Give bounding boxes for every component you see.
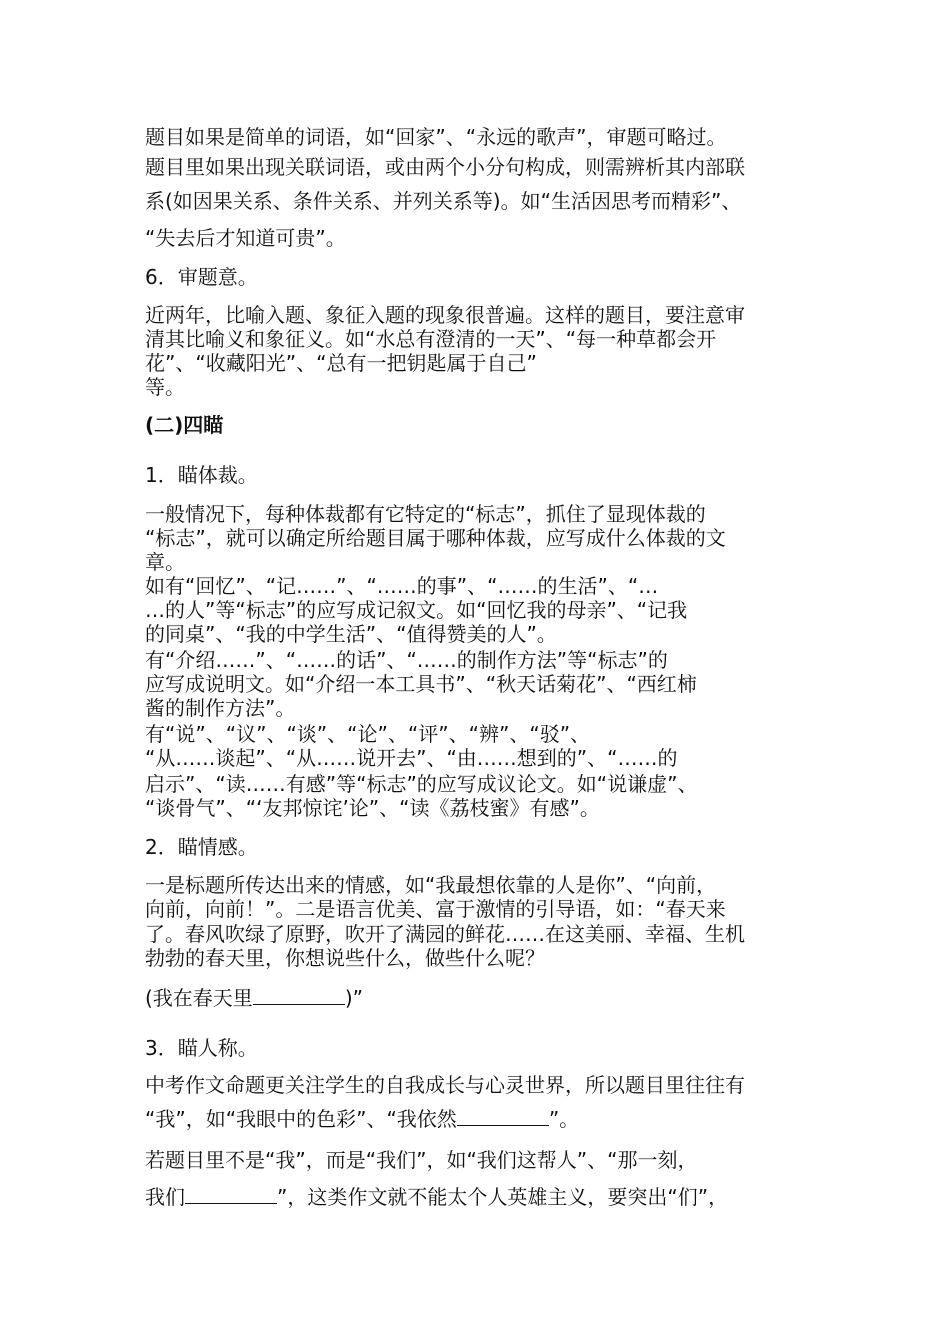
text-line: “标志”，就可以确定所给题目属于哪种体裁，应写成什么体裁的文 <box>145 526 726 550</box>
fill-in-line <box>145 1185 728 1209</box>
text-line: 花”、“收藏阳光”、“总有一把钥匙属于自己” <box>145 351 537 375</box>
fill-in-line <box>145 986 363 1010</box>
fill-text-before: (我在春天里 <box>145 986 253 1010</box>
text-line: “从……谈起”、“从……说开去”、“由……想到的”、“……的 <box>145 746 678 770</box>
text-line: 如有“回忆”、“记……”、“……的事”、“……的生活”、“… <box>145 574 659 598</box>
fill-in-blank <box>185 1185 277 1204</box>
fill-in-blank <box>457 1107 549 1126</box>
text-line: 题目如果是简单的词语，如“回家”、“永远的歌声”，审题可略过。 <box>145 125 727 149</box>
text-line: 题目里如果出现关联词语，或由两个小分句构成，则需辨析其内部联 <box>145 155 745 179</box>
text-line: 等。 <box>145 375 185 399</box>
text-line: 了。春风吹绿了原野，吹开了满园的鲜花……在这美丽、幸福、生机 <box>145 922 745 946</box>
text-line: 章。 <box>145 550 185 574</box>
fill-text-before: “我”，如“我眼中的色彩”、“我依然 <box>145 1107 457 1131</box>
fill-in-line <box>145 1107 579 1131</box>
text-line: 启示”、“读……有感”等“标志”的应写成议论文。如“说谦虚”、 <box>145 772 698 796</box>
fill-text-before: 我们 <box>145 1185 185 1209</box>
list-item-heading: 3．瞄人称。 <box>145 1036 258 1060</box>
text-line: “谈骨气”、“‘友邦惊诧’论”、“读《荔枝蜜》有感”。 <box>145 796 600 820</box>
text-line: “失去后才知道可贵”。 <box>145 226 346 250</box>
text-line: 酱的制作方法”。 <box>145 696 296 720</box>
list-item-heading: 2．瞄情感。 <box>145 835 258 859</box>
text-line: 应写成说明文。如“介绍一本工具书”、“秋天话菊花”、“西红柿 <box>145 672 697 696</box>
text-line: 的同桌”、“我的中学生活”、“值得赞美的人”。 <box>145 622 557 646</box>
text-line: …的人”等“标志”的应写成记叙文。如“回忆我的母亲”、“记我 <box>145 598 688 622</box>
text-line: 若题目里不是“我”，而是“我们”，如“我们这帮人”、“那一刻， <box>145 1148 698 1172</box>
list-item-heading: 1．瞄体裁。 <box>145 463 258 487</box>
fill-text-after: ”。 <box>548 1107 580 1131</box>
text-line: 有“说”、“议”、“谈”、“论”、“评”、“辨”、“驳”、 <box>145 722 591 746</box>
section-heading-text: (二)四瞄 <box>145 413 224 437</box>
fill-text-after: )” <box>344 986 363 1010</box>
text-line: 近两年，比喻入题、象征入题的现象很普遍。这样的题目，要注意审 <box>145 303 745 327</box>
text-line: 中考作文命题更关注学生的自我成长与心灵世界，所以题目里往往有 <box>145 1073 745 1097</box>
text-line: 一是标题所传达出来的情感，如“我最想依靠的人是你”、“向前， <box>145 873 717 897</box>
section-heading <box>145 413 223 437</box>
text-line: 一般情况下，每种体裁都有它特定的“标志”，抓住了显现体裁的 <box>145 502 706 526</box>
text-line: 向前，向前！”。二是语言优美、富于激情的引导语，如：“春天来 <box>145 897 726 921</box>
text-line: 有“介绍……”、“……的话”、“……的制作方法”等“标志”的 <box>145 648 668 672</box>
text-line: 清其比喻义和象征义。如“水总有澄清的一天”、“每一种草都会开 <box>145 327 717 351</box>
text-line: 勃勃的春天里，你想说些什么，做些什么呢？ <box>145 946 545 970</box>
text-line: 系(如因果关系、条件关系、并列关系等)。如“生活因思考而精彩”、 <box>145 189 742 213</box>
fill-text-after: ”，这类作文就不能太个人英雄主义，要突出“们”， <box>277 1185 729 1209</box>
list-item-heading: 6．审题意。 <box>145 265 258 289</box>
fill-in-blank <box>253 986 345 1005</box>
